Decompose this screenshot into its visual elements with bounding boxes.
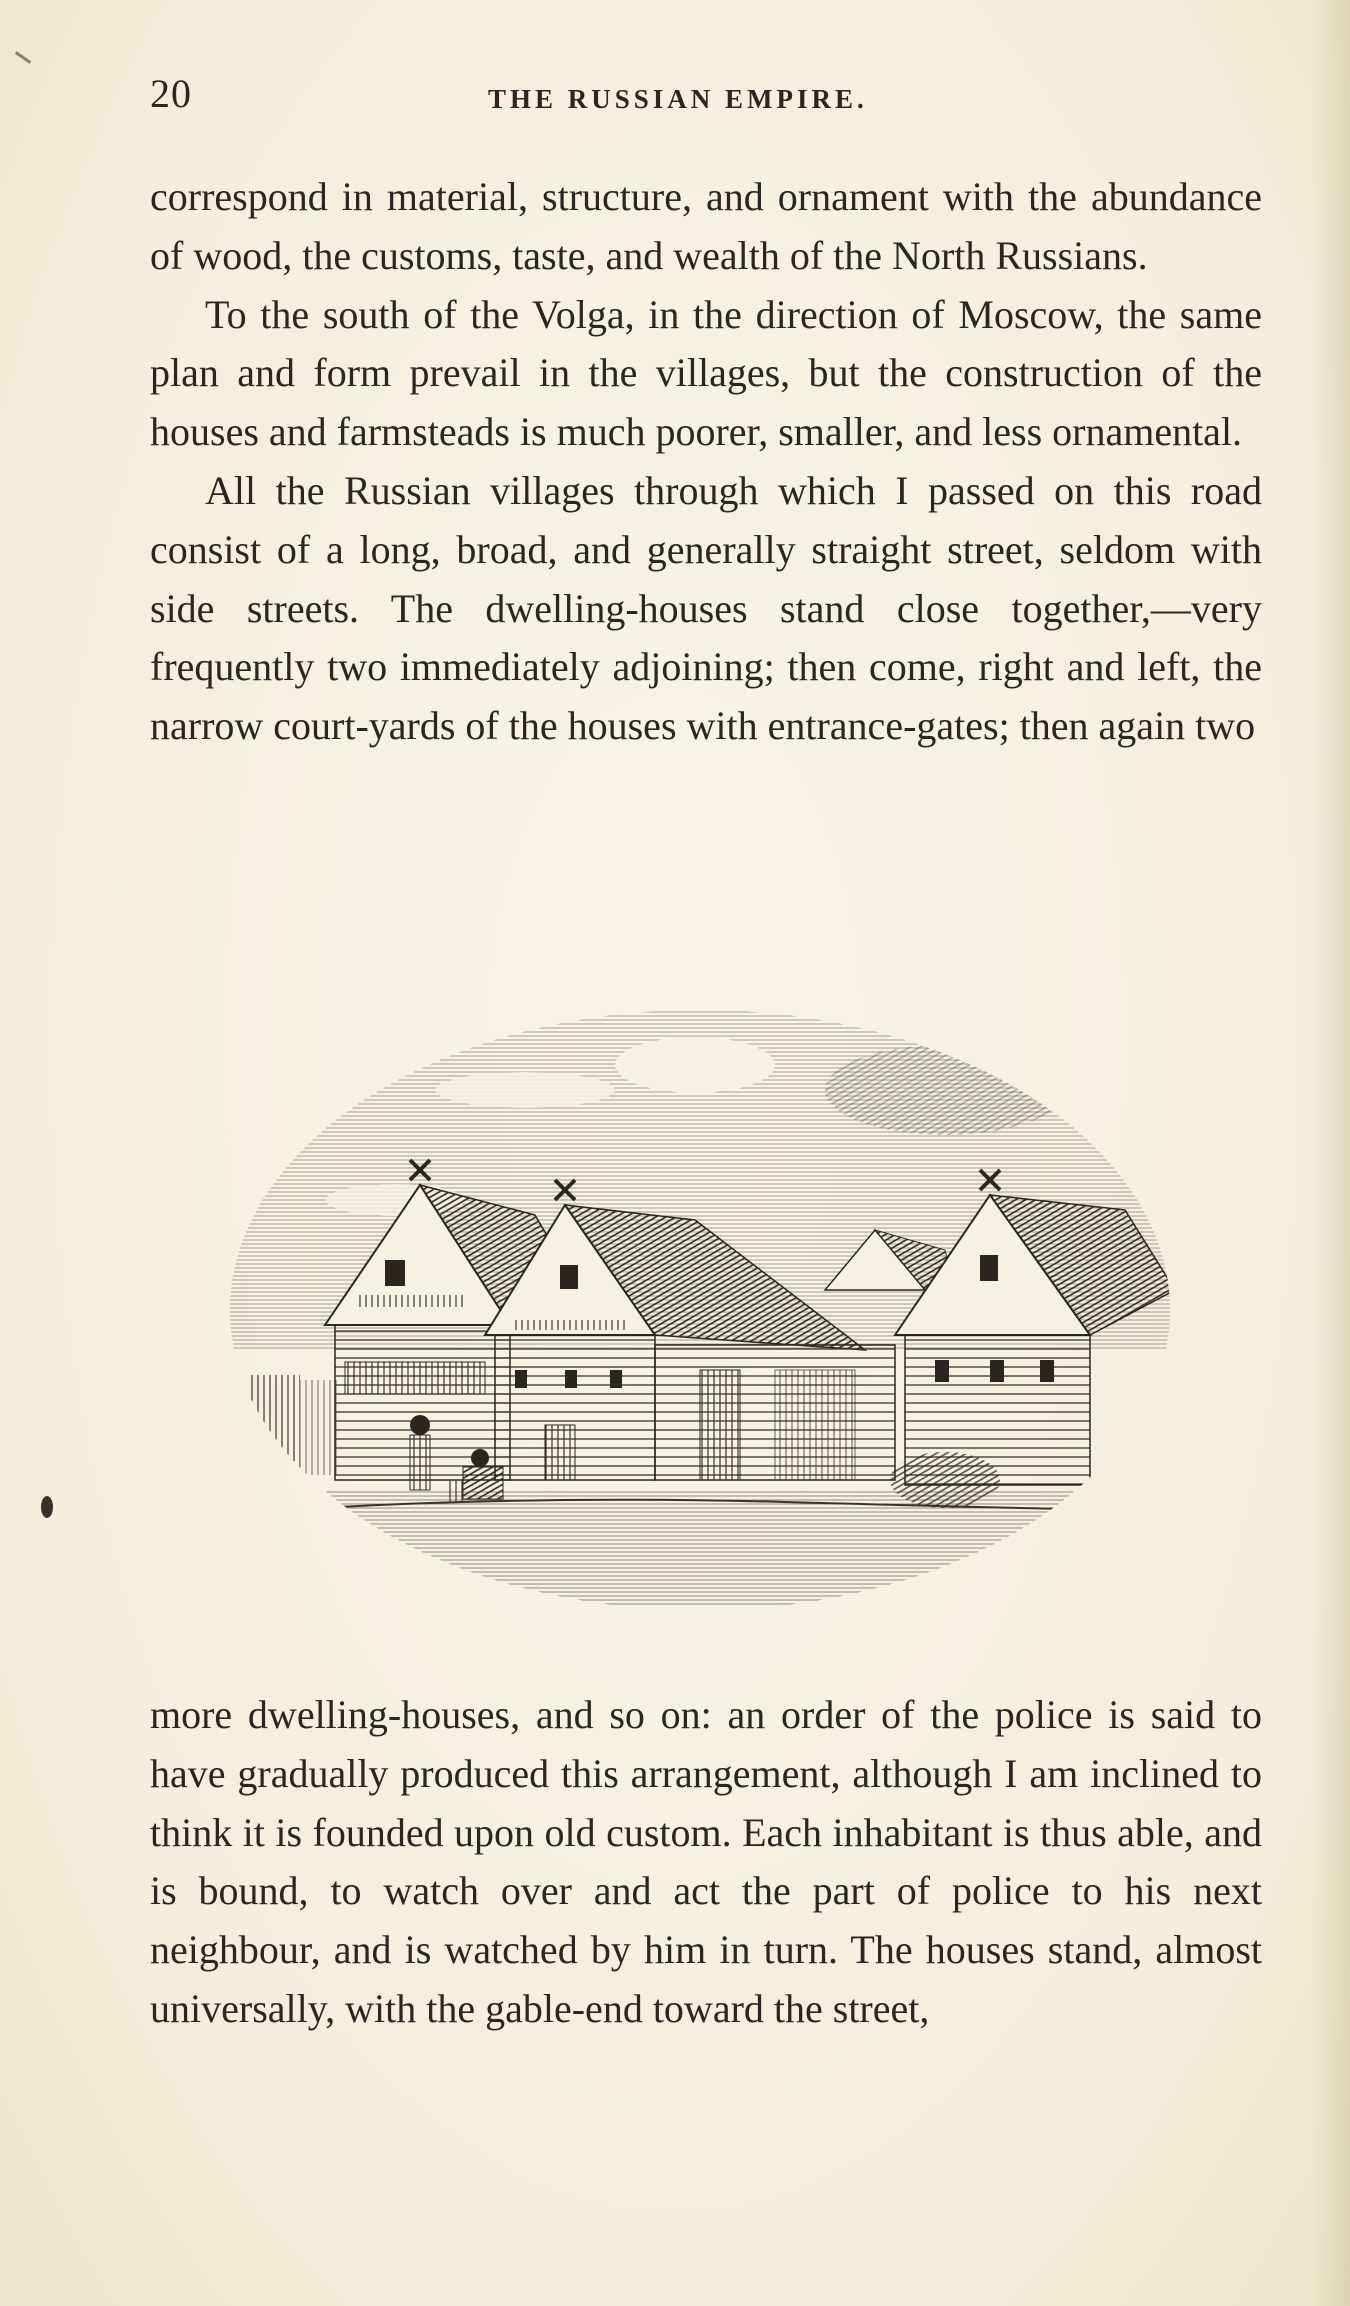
fence — [250, 1375, 300, 1475]
cloud — [615, 1037, 775, 1093]
paragraph-villages: All the Russian villages through which I passed on this road consist of a long, broad, and generally straight street, seldom with side streets. The dwelling-houses stand close together,—very frequently two immediately adjoining; then come, right and left, the narrow court-yards of the houses with entrance-gates; then again two — [150, 467, 1262, 749]
cloud — [435, 1072, 615, 1108]
courtyard-gate — [655, 1345, 895, 1480]
engraving-image — [225, 990, 1175, 1605]
margin-ink-mark — [41, 1496, 53, 1518]
cloud-dark — [825, 1045, 1065, 1135]
text-block-bottom — [150, 1686, 1262, 2039]
text-block-top — [150, 168, 1262, 756]
page-edge-shadow — [1310, 0, 1350, 2306]
bush — [890, 1452, 1000, 1508]
corner-mark — [15, 51, 31, 64]
paragraph-continuation: correspond in material, structure, and ornament with the abundance of wood, the customs, taste, and wealth of the North Russians. — [150, 174, 1262, 278]
village-engraving — [225, 990, 1175, 1605]
running-head: THE RUSSIAN EMPIRE. — [488, 84, 868, 114]
page-header — [150, 70, 1260, 130]
page-number: 20 — [150, 71, 192, 116]
paragraph-continued: more dwelling-houses, and so on: an order of the police is said to have gradually produced this arrangement, although I am inclined to think it is founded upon old custom. Each inhabitant is thus able, and is bound, to watch over and act the part of police to his next neighbour, and is watched by him in turn. The houses stand, almost universally, with the gable-end toward the street, — [150, 1692, 1262, 2031]
paragraph-volga: To the south of the Volga, in the direction of Moscow, the same plan and form prevail in the villages, but the construction of the houses and farmsteads is much poorer, smaller, and less ornamental. — [150, 291, 1262, 455]
